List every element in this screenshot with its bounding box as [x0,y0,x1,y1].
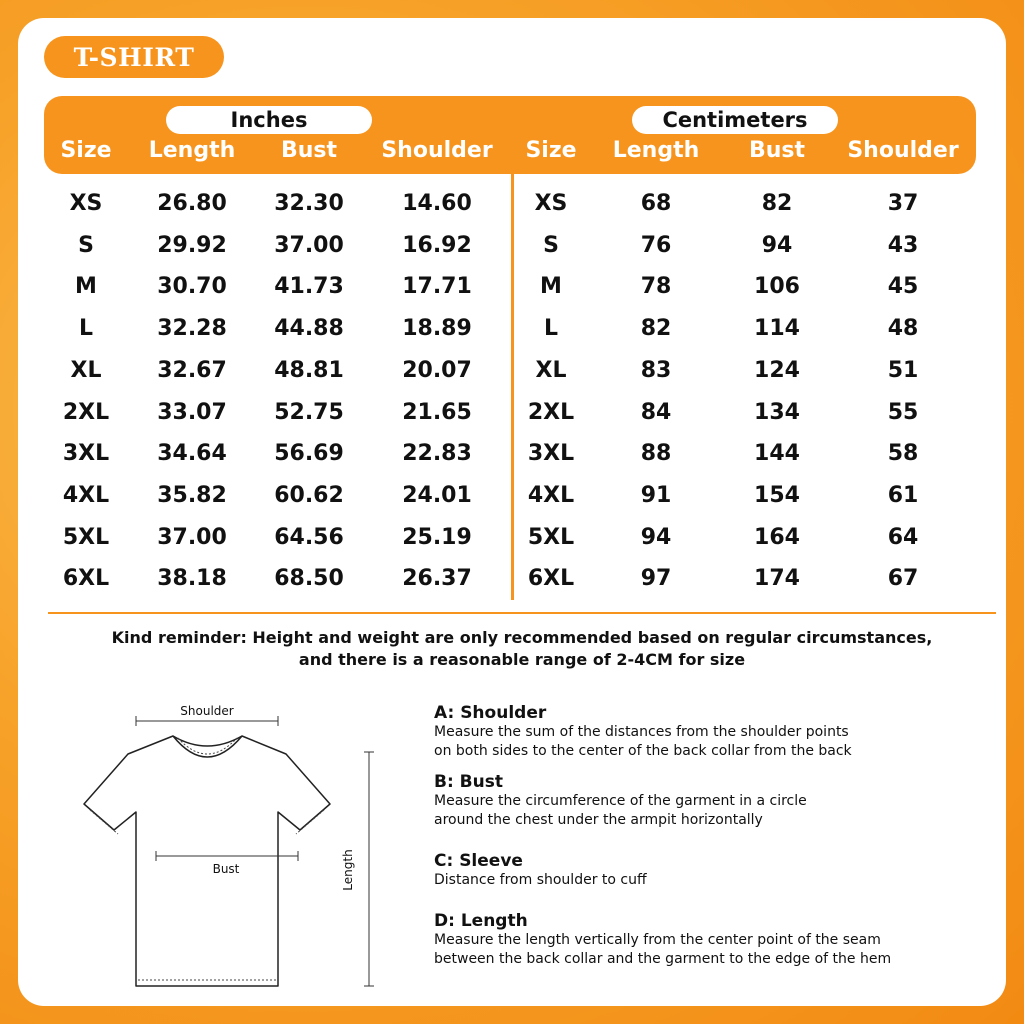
desc-line: Measure the circumference of the garment in a circle [434,793,807,809]
length-cm-cell: 82 [640,316,672,342]
table-row [18,392,1006,434]
bust-label: Bust [212,862,240,876]
shoulder-cm-cell: 51 [887,357,919,383]
length-in-cell: 38.18 [157,566,227,592]
shoulder-cm-cell: 64 [887,524,919,550]
desc-title: D: Length [434,911,528,931]
bust-in-cell: 37.00 [274,232,344,258]
desc-line: Distance from shoulder to cuff [434,872,647,888]
size-cm-cell: M [540,274,562,300]
bust-in-cell: 41.73 [274,274,344,300]
col-header-size-cm: Size [525,138,577,163]
size-in-cell: XS [69,191,103,216]
length-cm-cell: 83 [640,357,672,383]
shoulder-in-cell: 22.83 [402,441,472,467]
shoulder-cm-cell: 58 [887,441,919,467]
table-row [18,225,1006,267]
tshirt-diagram [78,698,378,988]
col-header-length-cm: Length [612,138,700,163]
inches-unit-label: Inches [166,106,372,134]
desc-line: around the chest under the armpit horizontally [434,812,763,828]
shoulder-label: Shoulder [180,704,234,718]
bust-in-cell: 32.30 [274,191,344,216]
shoulder-cm-cell: 43 [887,232,919,258]
size-in-cell: 4XL [62,482,110,508]
shoulder-in-cell: 24.01 [402,482,472,508]
desc-title: B: Bust [434,772,503,792]
kind-reminder [48,627,996,671]
col-header-bust-cm: Bust [748,138,806,163]
page-title: T-SHIRT [44,36,224,78]
length-cm-cell: 78 [640,274,672,300]
desc-line: between the back collar and the garment to the edge of the hem [434,951,892,967]
length-in-cell: 34.64 [157,441,227,467]
size-chart-card [18,18,1006,1006]
size-cm-cell: XL [535,357,567,383]
desc-line: Measure the length vertically from the center point of the seam [434,932,881,948]
desc-line: on both sides to the center of the back collar from the back [434,743,852,759]
length-in-cell: 35.82 [157,482,227,508]
length-in-cell: 29.92 [157,232,227,258]
size-in-cell: M [75,274,97,300]
bust-cm-cell: 144 [754,441,800,467]
size-cm-cell: 4XL [527,482,575,508]
table-row [18,475,1006,517]
size-cm-cell: 6XL [527,566,575,592]
centimeters-unit-label: Centimeters [632,106,838,134]
bust-cm-cell: 134 [754,399,800,425]
size-in-cell: XL [70,357,102,383]
size-in-cell: L [78,316,94,342]
bust-in-cell: 52.75 [274,399,344,425]
table-row [18,433,1006,475]
bust-in-cell: 68.50 [274,566,344,592]
bust-in-cell: 56.69 [274,441,344,467]
length-cm-cell: 68 [640,191,672,216]
length-in-cell: 37.00 [157,524,227,550]
col-header-shoulder-cm: Shoulder [847,138,959,163]
col-header-bust-in: Bust [280,138,338,163]
length-in-cell: 32.67 [157,357,227,383]
col-header-size-in: Size [60,138,112,163]
bust-cm-cell: 164 [754,524,800,550]
length-cm-cell: 88 [640,441,672,467]
col-header-length-in: Length [148,138,236,163]
length-in-cell: 26.80 [157,191,227,216]
size-in-cell: 6XL [62,566,110,592]
size-in-cell: 5XL [62,524,110,550]
length-cm-cell: 91 [640,482,672,508]
bust-cm-cell: 82 [761,191,793,216]
shoulder-in-cell: 25.19 [402,524,472,550]
shoulder-cm-cell: 45 [887,274,919,300]
desc-title: C: Sleeve [434,851,523,871]
shoulder-cm-cell: 67 [887,566,919,592]
table-row [18,558,1006,600]
shoulder-in-cell: 20.07 [402,357,472,383]
bust-in-cell: 64.56 [274,524,344,550]
col-header-shoulder-in: Shoulder [381,138,493,163]
size-cm-cell: S [543,232,559,258]
table-row [18,266,1006,308]
shoulder-cm-cell: 61 [887,482,919,508]
size-cm-cell: L [543,316,559,342]
reminder-line-2: and there is a reasonable range of 2-4CM for size [298,650,746,669]
bust-in-cell: 60.62 [274,482,344,508]
size-cm-cell: 5XL [527,524,575,550]
bust-cm-cell: 94 [761,232,793,258]
shoulder-cm-cell: 37 [887,191,919,216]
table-row [18,350,1006,392]
bust-cm-cell: 106 [754,274,800,300]
desc-bust [434,772,807,830]
shoulder-cm-cell: 48 [887,316,919,342]
bust-in-cell: 48.81 [274,357,344,383]
shoulder-in-cell: 26.37 [402,566,472,592]
shoulder-in-cell: 17.71 [402,274,472,300]
shoulder-cm-cell: 55 [887,399,919,425]
desc-shoulder [434,703,852,761]
tshirt-outline [84,736,330,986]
bust-cm-cell: 124 [754,357,800,383]
size-cm-cell: 3XL [527,441,575,467]
section-divider [48,612,996,614]
table-row [18,183,1006,225]
size-in-cell: 2XL [62,399,110,425]
desc-line: Measure the sum of the distances from the shoulder points [434,724,849,740]
shoulder-in-cell: 21.65 [402,399,472,425]
size-cm-cell: XS [534,191,568,216]
table-row [18,517,1006,559]
shoulder-in-cell: 18.89 [402,316,472,342]
size-cm-cell: 2XL [527,399,575,425]
size-in-cell: S [78,232,94,258]
length-cm-cell: 97 [640,566,672,592]
bust-cm-cell: 114 [754,316,800,342]
bust-cm-cell: 174 [754,566,800,592]
size-in-cell: 3XL [62,441,110,467]
length-label: Length [341,849,355,891]
desc-sleeve [434,851,647,890]
length-in-cell: 32.28 [157,316,227,342]
shoulder-in-cell: 14.60 [402,191,472,216]
reminder-line-1: Kind reminder: Height and weight are only recommended based on regular circumstances, [111,628,933,647]
length-in-cell: 30.70 [157,274,227,300]
desc-title: A: Shoulder [434,703,547,723]
length-in-cell: 33.07 [157,399,227,425]
length-cm-cell: 76 [640,232,672,258]
bust-cm-cell: 154 [754,482,800,508]
length-cm-cell: 94 [640,524,672,550]
desc-length [434,911,891,969]
bust-in-cell: 44.88 [274,316,344,342]
table-row [18,308,1006,350]
length-cm-cell: 84 [640,399,672,425]
shoulder-in-cell: 16.92 [402,232,472,258]
